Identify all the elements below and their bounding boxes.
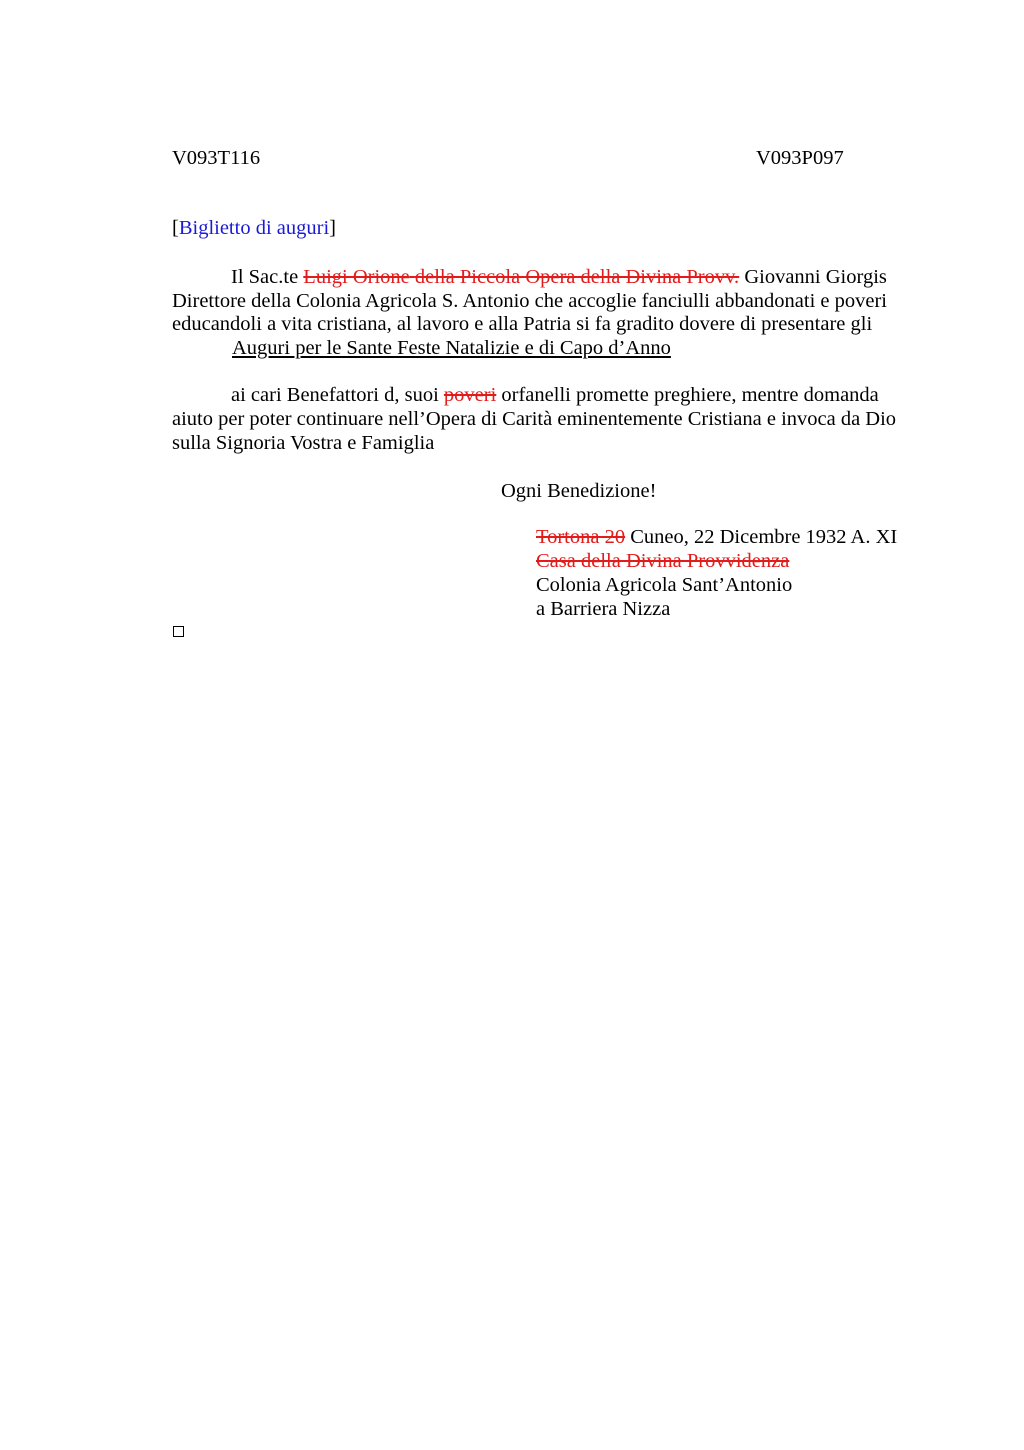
title-text: Biglietto di auguri bbox=[178, 217, 330, 239]
struck-name: Luigi Orione bbox=[303, 266, 410, 288]
sender-name: Giovanni Giorgis bbox=[739, 266, 887, 288]
benefactors-prefix: ai cari Benefattori d, suoi bbox=[231, 384, 444, 406]
sender-title: Il Sac.te bbox=[231, 266, 304, 288]
greetings-underlined: Auguri per le Sante Feste Natalizie e di Capo d’Anno bbox=[232, 337, 671, 359]
place-date: Cuneo, 22 Dicembre 1932 A. XI bbox=[625, 526, 898, 548]
title-close-bracket: ] bbox=[329, 217, 336, 239]
place-date-line bbox=[536, 525, 897, 549]
struck-place: Tortona 20 bbox=[536, 526, 626, 548]
blessing-line: Ogni Benedizione! bbox=[501, 480, 657, 502]
body-line-2: Direttore della Colonia Agricola S. Antonio che accoglie fanciulli abbandonati e poveri bbox=[172, 290, 887, 312]
body-line-3: educandoli a vita cristiana, al lavoro e alla Patria si fa gradito dovere di presentare gli bbox=[172, 313, 873, 335]
title-open-bracket: [ bbox=[172, 217, 179, 239]
end-marker-box-icon bbox=[173, 626, 184, 637]
document-code-left: V093T116 bbox=[172, 147, 261, 169]
body-line-5 bbox=[231, 383, 879, 407]
address-struck-line bbox=[536, 549, 789, 573]
address-line-2: a Barriera Nizza bbox=[536, 598, 671, 620]
struck-organization: della Piccola Opera della Divina Provv. bbox=[414, 266, 740, 288]
document-code-right: V093P097 bbox=[756, 147, 844, 169]
struck-word: poveri bbox=[443, 384, 497, 406]
document-title bbox=[172, 216, 336, 240]
address-line-1: Colonia Agricola Sant’Antonio bbox=[536, 574, 793, 596]
struck-address: Casa della Divina Provvidenza bbox=[536, 550, 790, 572]
body-line-1 bbox=[231, 265, 887, 289]
benefactors-suffix: orfanelli promette preghiere, mentre domanda bbox=[496, 384, 879, 406]
body-line-6: aiuto per poter continuare nell’Opera di Carità eminentemente Cristiana e invoca da Dio bbox=[172, 408, 897, 430]
body-line-7: sulla Signoria Vostra e Famiglia bbox=[172, 432, 435, 454]
greetings-line bbox=[232, 336, 671, 360]
